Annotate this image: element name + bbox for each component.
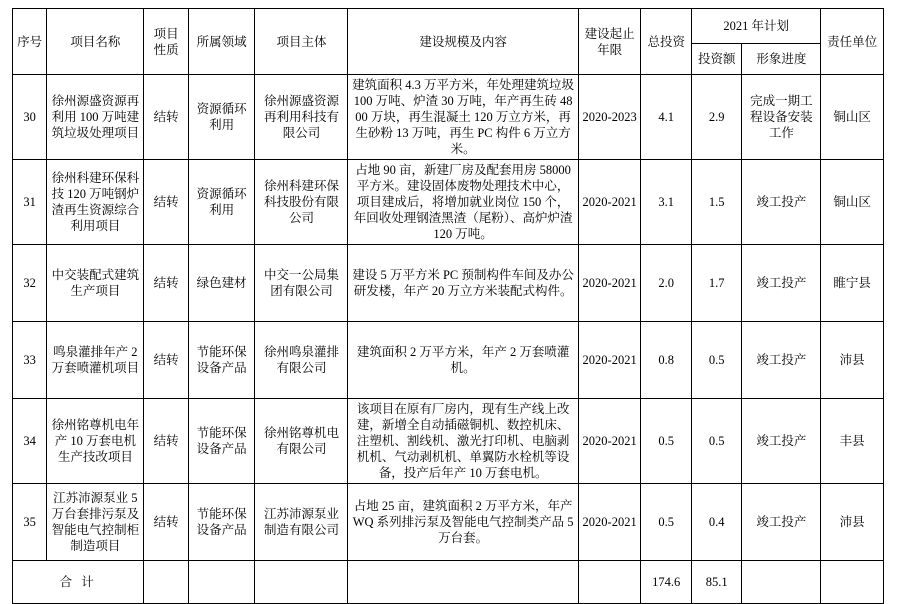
total-empty-years xyxy=(578,561,641,604)
cell-responsible-unit: 铜山区 xyxy=(821,75,884,160)
cell-field: 资源循环利用 xyxy=(188,160,255,245)
cell-project-name: 江苏沛源泵业 5 万台套排污泵及智能电气控制柜制造项目 xyxy=(47,484,144,561)
cell-subject: 徐州科建环保科技股份有限公司 xyxy=(255,160,348,245)
cell-field: 资源循环利用 xyxy=(188,75,255,160)
cell-plan-progress: 竣工投产 xyxy=(742,160,821,245)
header-scale: 建设规模及内容 xyxy=(348,9,578,75)
cell-plan-amount: 1.5 xyxy=(691,160,742,245)
cell-seq: 32 xyxy=(13,245,47,322)
header-project-nature: 项目性质 xyxy=(144,9,188,75)
cell-seq: 35 xyxy=(13,484,47,561)
header-plan-group: 2021 年计划 xyxy=(691,9,820,44)
table-header-row-top xyxy=(13,9,884,44)
cell-total-investment: 0.5 xyxy=(641,484,692,561)
cell-years: 2020-2021 xyxy=(578,245,641,322)
cell-plan-progress: 竣工投产 xyxy=(742,484,821,561)
total-plan-amount: 85.1 xyxy=(691,561,742,604)
cell-project-nature: 结转 xyxy=(144,75,188,160)
cell-years: 2020-2021 xyxy=(578,160,641,245)
cell-responsible-unit: 睢宁县 xyxy=(821,245,884,322)
cell-scale: 占地 90 亩，新建厂房及配套用房 58000 平方米。建设固体废物处理技术中心，项目建成后，将增加就业岗位 150 个，年回收处理钢渣黑渣（尾粉）、高炉炉渣 120 万吨。 xyxy=(348,160,578,245)
cell-plan-amount: 0.4 xyxy=(691,484,742,561)
cell-field: 节能环保设备产品 xyxy=(188,399,255,484)
cell-total-investment: 3.1 xyxy=(641,160,692,245)
cell-project-nature: 结转 xyxy=(144,322,188,399)
cell-responsible-unit: 丰县 xyxy=(821,399,884,484)
cell-years: 2020-2021 xyxy=(578,484,641,561)
header-years: 建设起止年限 xyxy=(578,9,641,75)
cell-plan-progress: 竣工投产 xyxy=(742,245,821,322)
project-plan-table xyxy=(12,8,884,604)
cell-plan-amount: 0.5 xyxy=(691,322,742,399)
cell-project-nature: 结转 xyxy=(144,245,188,322)
cell-total-investment: 2.0 xyxy=(641,245,692,322)
cell-responsible-unit: 铜山区 xyxy=(821,160,884,245)
cell-total-investment: 0.5 xyxy=(641,399,692,484)
table-row xyxy=(13,399,884,484)
header-subject: 项目主体 xyxy=(255,9,348,75)
table-row xyxy=(13,322,884,399)
total-empty-field xyxy=(188,561,255,604)
cell-scale: 该项目在原有厂房内，现有生产线上改建，新增全自动插磁铜机、数控机床、注塑机、割线机、激光打印机、电脑剥机机、气动剥机机、单翼防水栓机等设备，投产后年产 10 万套电机。 xyxy=(348,399,578,484)
cell-field: 绿色建材 xyxy=(188,245,255,322)
cell-scale: 建筑面积 2 万平方米，年产 2 万套喷灌机。 xyxy=(348,322,578,399)
total-empty-progress xyxy=(742,561,821,604)
cell-seq: 30 xyxy=(13,75,47,160)
header-total-investment: 总投资 xyxy=(641,9,692,75)
cell-subject: 徐州源盛资源再利用科技有限公司 xyxy=(255,75,348,160)
cell-total-investment: 4.1 xyxy=(641,75,692,160)
cell-scale: 建设 5 万平方米 PC 预制构件车间及办公研发楼，年产 20 万立方米装配式构件。 xyxy=(348,245,578,322)
cell-responsible-unit: 沛县 xyxy=(821,484,884,561)
cell-total-investment: 0.8 xyxy=(641,322,692,399)
cell-field: 节能环保设备产品 xyxy=(188,484,255,561)
cell-project-nature: 结转 xyxy=(144,399,188,484)
cell-subject: 徐州铭尊机电有限公司 xyxy=(255,399,348,484)
cell-project-name: 鸣泉灌排年产 2 万套喷灌机项目 xyxy=(47,322,144,399)
cell-project-name: 徐州源盛资源再利用 100 万吨建筑垃圾处理项目 xyxy=(47,75,144,160)
cell-plan-amount: 1.7 xyxy=(691,245,742,322)
cell-plan-progress: 竣工投产 xyxy=(742,399,821,484)
header-plan-amount: 投资额 xyxy=(691,44,742,75)
cell-scale: 占地 25 亩，建筑面积 2 万平方米，年产 WQ 系列排污泵及智能电气控制类产品 5 万台套。 xyxy=(348,484,578,561)
cell-project-name: 中交装配式建筑生产项目 xyxy=(47,245,144,322)
total-empty-nature xyxy=(144,561,188,604)
cell-responsible-unit: 沛县 xyxy=(821,322,884,399)
cell-plan-amount: 0.5 xyxy=(691,399,742,484)
total-empty-subject xyxy=(255,561,348,604)
cell-project-name: 徐州铭尊机电年产 10 万套电机生产技改项目 xyxy=(47,399,144,484)
table-row xyxy=(13,75,884,160)
cell-years: 2020-2023 xyxy=(578,75,641,160)
cell-years: 2020-2021 xyxy=(578,322,641,399)
cell-project-name: 徐州科建环保科技 120 万吨钢炉渣再生资源综合利用项目 xyxy=(47,160,144,245)
table-row xyxy=(13,484,884,561)
table-total-row xyxy=(13,561,884,604)
header-responsible-unit: 责任单位 xyxy=(821,9,884,75)
header-plan-progress: 形象进度 xyxy=(742,44,821,75)
cell-project-nature: 结转 xyxy=(144,160,188,245)
cell-plan-progress: 竣工投产 xyxy=(742,322,821,399)
cell-plan-progress: 完成一期工程设备安装工作 xyxy=(742,75,821,160)
cell-plan-amount: 2.9 xyxy=(691,75,742,160)
total-label: 合 计 xyxy=(13,561,144,604)
cell-field: 节能环保设备产品 xyxy=(188,322,255,399)
cell-project-nature: 结转 xyxy=(144,484,188,561)
header-seq: 序号 xyxy=(13,9,47,75)
cell-subject: 江苏沛源泵业制造有限公司 xyxy=(255,484,348,561)
cell-years: 2020-2021 xyxy=(578,399,641,484)
header-field: 所属领域 xyxy=(188,9,255,75)
cell-subject: 中交一公局集团有限公司 xyxy=(255,245,348,322)
table-row xyxy=(13,245,884,322)
cell-subject: 徐州鸣泉灌排有限公司 xyxy=(255,322,348,399)
cell-seq: 34 xyxy=(13,399,47,484)
table-row xyxy=(13,160,884,245)
total-empty-scale xyxy=(348,561,578,604)
cell-scale: 建筑面积 4.3 万平方米，年处理建筑垃圾 100 万吨、炉渣 30 万吨，年产再生砖 4800 万块，再生混凝土 120 万立方米，再生砂粉 13 万吨，再生 PC 构件 6 万立方米。 xyxy=(348,75,578,160)
cell-seq: 31 xyxy=(13,160,47,245)
total-empty-unit xyxy=(821,561,884,604)
header-project-name: 项目名称 xyxy=(47,9,144,75)
total-total-investment: 174.6 xyxy=(641,561,692,604)
cell-seq: 33 xyxy=(13,322,47,399)
